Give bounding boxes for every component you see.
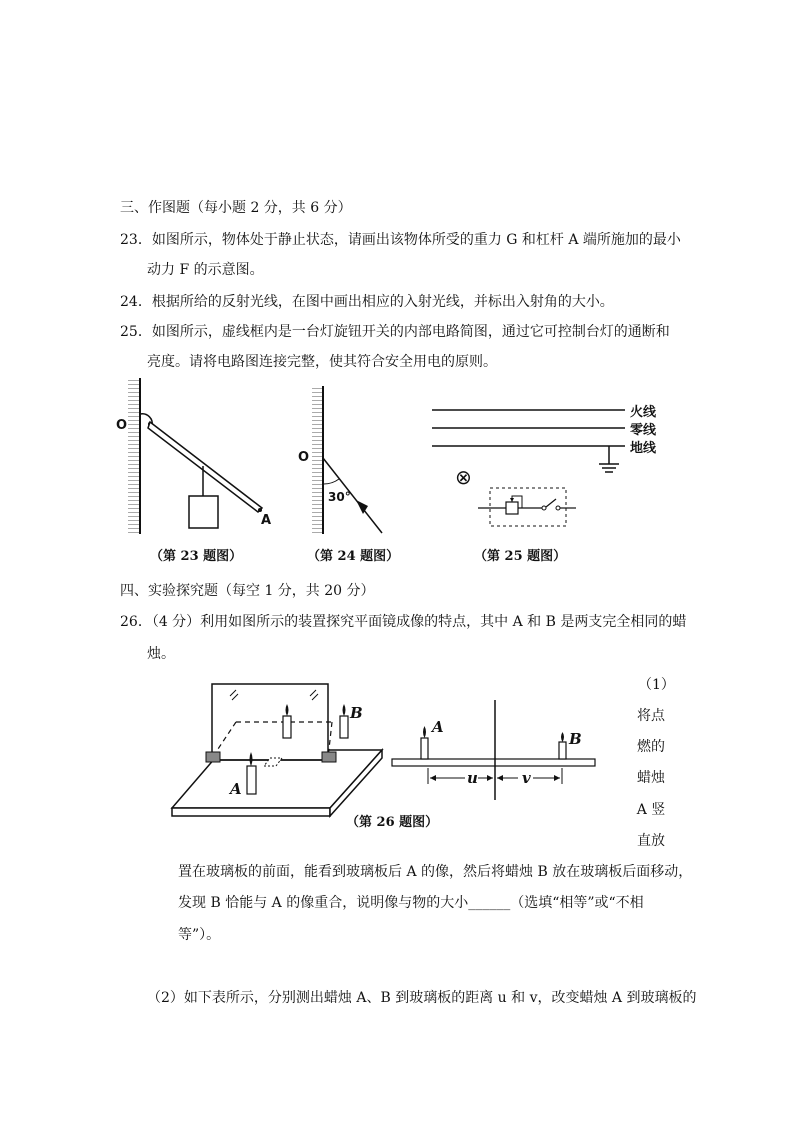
q26-part2: （2）如下表所示，分别测出蜡烛 A、B 到玻璃板的距离 u 和 v，改变蜡烛 A 到玻璃板的: [147, 990, 697, 1006]
fig23-label-a: A: [261, 513, 272, 528]
fig26-label-a2: A: [432, 718, 444, 736]
fig25-rheostat: [506, 502, 518, 514]
question-26-line2: 烛。: [147, 646, 175, 662]
question-25-line2: 亮度。请将电路图连接完整，使其符合安全用电的原则。: [147, 354, 497, 370]
fig26-label-b2: B: [569, 730, 582, 748]
q26-side-text-0: （1）: [638, 677, 675, 693]
figure-23-diagram: [128, 378, 262, 534]
fig24-caption: （第 24 题图）: [307, 549, 400, 564]
fig26-base-front: [172, 808, 330, 816]
q26-side-text-1: 将点: [637, 708, 665, 724]
figure-24-diagram: [312, 386, 382, 534]
q26-side-text-5: 直放: [637, 833, 665, 849]
fig23-wall-hatch: [128, 378, 140, 534]
fig24-mirror-hatch: [312, 386, 323, 534]
fig26-label-a1: A: [230, 780, 242, 798]
fig26-label-b1: B: [350, 704, 363, 722]
fig26-caption: （第 26 题图）: [346, 815, 439, 830]
fig25-caption: （第 25 题图）: [474, 549, 567, 564]
fig23-caption: （第 23 题图）: [150, 549, 243, 564]
fig24-angle-arc: [323, 479, 339, 484]
fig26-candle-b: [340, 716, 348, 738]
fig24-angle-label: 30°: [328, 490, 351, 504]
q26-body-line3: 等”）。: [178, 927, 221, 943]
fig23-label-o: O: [116, 418, 128, 433]
fig25-ground-label: 地线: [630, 441, 657, 456]
question-26-line1: 26．（4 分）利用如图所示的装置探究平面镜成像的特点，其中 A 和 B 是两支完全相同的蜡: [120, 614, 687, 630]
fig26-candle-image: [283, 716, 291, 738]
fig24-label-o: O: [298, 450, 310, 465]
fig26-label-v: v: [522, 769, 531, 787]
fig26-label-u: u: [467, 769, 478, 787]
fig25-live-label: 火线: [630, 405, 657, 420]
fig26-candle-a: [247, 766, 256, 794]
q26-side-text-2: 燃的: [637, 739, 665, 755]
q26-body-line2: 发现 B 恰能与 A 的像重合，说明像与物的大小______（选填“相等”或“不相: [178, 895, 644, 911]
question-23-line2: 动力 F 的示意图。: [147, 262, 264, 278]
fig25-switch-box: [490, 488, 566, 526]
figure-26-right-diagram: [392, 700, 595, 800]
q26-side-text-3: 蜡烛: [637, 770, 665, 786]
section4-heading: 四、实验探究题（每空 1 分，共 20 分）: [120, 583, 375, 599]
question-23-line1: 23．如图所示，物体处于静止状态，请画出该物体所受的重力 G 和杠杆 A 端所施加的最小: [120, 232, 681, 248]
fig26-rail: [392, 759, 595, 766]
fig25-neutral-label: 零线: [630, 423, 657, 438]
q26-side-text-4: A 竖: [636, 802, 666, 818]
fig23-end-a: [258, 508, 262, 512]
fig23-block: [189, 496, 218, 528]
q26-body-line1: 置在玻璃板的前面，能看到玻璃板后 A 的像，然后将蜡烛 B 放在玻璃板后面移动，: [178, 864, 693, 880]
fig25-switch: [546, 499, 556, 507]
section3-heading: 三、作图题（每小题 2 分，共 6 分）: [120, 200, 352, 216]
question-25-line1: 25．如图所示，虚线框内是一台灯旋钮开关的内部电路简图，通过它可控制台灯的通断和: [120, 324, 670, 340]
question-24: 24．根据所给的反射光线，在图中画出相应的入射光线，并标出入射角的大小。: [120, 294, 614, 310]
fig25-lamp-icon: ⊗: [455, 465, 472, 489]
